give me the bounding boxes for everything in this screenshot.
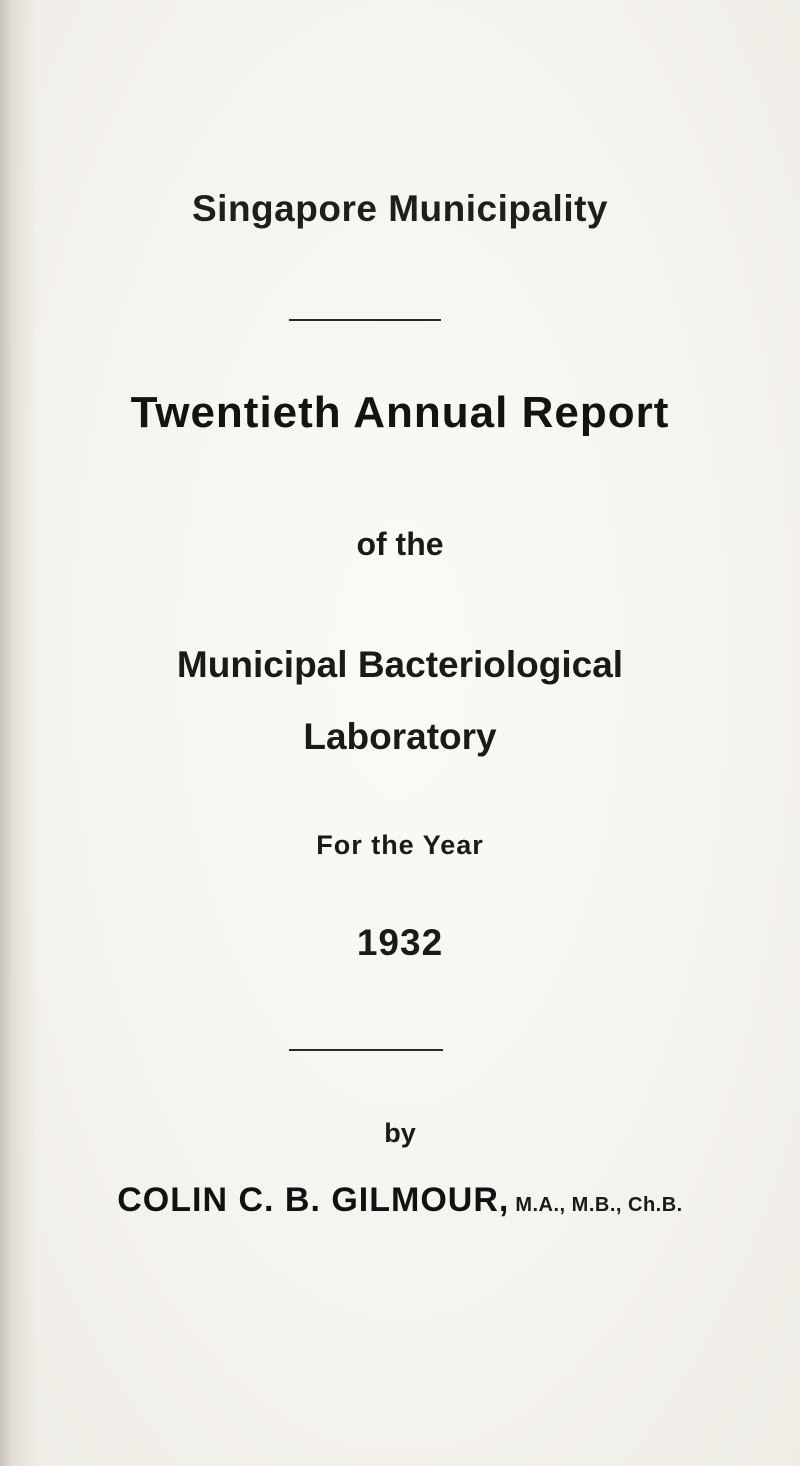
author-degrees: M.A., M.B., Ch.B.: [515, 1194, 683, 1216]
laboratory-name-line1: Municipal Bacteriological: [176, 644, 624, 685]
by-text: by: [384, 1118, 416, 1148]
municipality-heading: Singapore Municipality: [192, 188, 608, 229]
for-the-year-text: For the Year: [316, 830, 484, 860]
report-year: 1932: [356, 922, 444, 963]
author-line: [0, 1181, 800, 1220]
bottom-divider: [289, 1049, 443, 1051]
author-name: COLIN C. B. GILMOUR,: [117, 1181, 510, 1219]
of-the-text: of the: [356, 526, 444, 562]
report-title: Twentieth Annual Report: [130, 388, 670, 437]
laboratory-name-line2: Laboratory: [303, 716, 497, 757]
top-divider: [289, 319, 441, 321]
